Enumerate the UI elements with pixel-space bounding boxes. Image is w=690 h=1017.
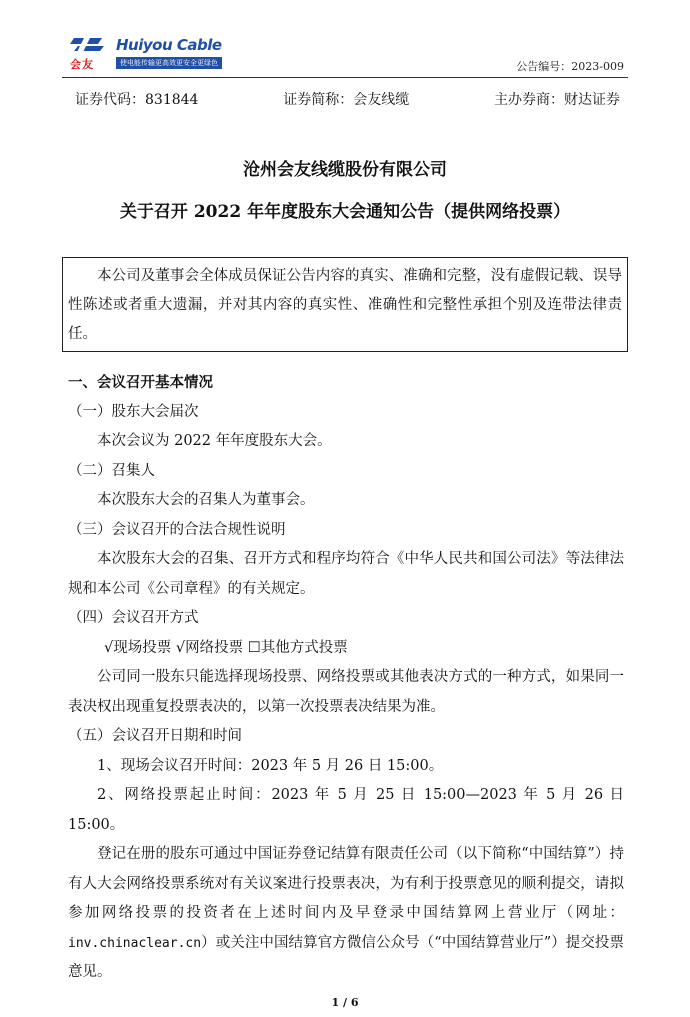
subsection-title: （五）会议召开日期和时间 <box>68 728 242 744</box>
website-link[interactable]: inv.chinaclear.cn <box>68 935 202 951</box>
paragraph: 本次股东大会的召集、召开方式和程序均符合《中华人民共和国公司法》等法律法规和本公司《公司章程》的有关规定。 <box>68 551 624 597</box>
sponsor-broker: 主办券商：财达证券 <box>493 92 620 108</box>
logo-english-text: Huiyou Cable <box>116 36 222 54</box>
online-voting-time: 2、网络投票起止时间：2023 年 5 月 25 日 15:00—2023 年 5 月 26 日 15:00。 <box>68 787 624 833</box>
document-body <box>68 368 624 988</box>
company-logo <box>68 36 228 70</box>
paragraph <box>68 840 624 988</box>
page-header <box>62 32 628 74</box>
onsite-meeting-time: 1、现场会议召开时间：2023 年 5 月 26 日 15:00。 <box>97 757 444 774</box>
logo-slogan: 使电能传输更高效更安全更绿色 <box>116 57 222 69</box>
disclaimer-text: 本公司及董事会全体成员保证公告内容的真实、准确和完整，没有虚假记载、误导性陈述或者重大遗漏，并对其内容的真实性、准确性和完整性承担个别及连带法律责任。 <box>68 268 622 342</box>
section-heading: 一、会议召开基本情况 <box>68 374 213 391</box>
disclaimer-box <box>62 257 628 352</box>
header-divider <box>62 77 628 78</box>
stock-info-bar <box>75 89 620 109</box>
announcement-number: 公告编号：2023-009 <box>516 60 624 73</box>
stock-code: 证券代码：831844 <box>75 92 199 108</box>
subsection-title: （一）股东大会届次 <box>68 403 199 420</box>
paragraph: 公司同一股东只能选择现场投票、网络投票或其他表决方式的一种方式，如果同一表决权出现重复投票表决的，以第一次投票表决结果为准。 <box>68 669 624 715</box>
subsection-title: （三）会议召开的合法合规性说明 <box>68 521 286 538</box>
company-title: 沧州会友线缆股份有限公司 <box>243 160 447 180</box>
subsection-title: （四）会议召开方式 <box>68 610 199 626</box>
logo-chinese-text: 会友 <box>70 58 94 71</box>
paragraph-text: ）或关注中国结算官方微信公众号（“中国结算营业厅”）提交投票意见。 <box>68 934 624 980</box>
paragraph-text: 登记在册的股东可通过中国证券登记结算有限责任公司（以下简称“中国结算”）持有人大会网络投票系统对有关议案进行投票表决，为有利于投票意见的顺利提交，请拟参加网络投票的投资者在上述时间内及早登录中国结算网上营业厅（网址： <box>68 846 624 921</box>
subsection-title: （二）召集人 <box>68 462 155 479</box>
paragraph: 本次股东大会的召集人为董事会。 <box>97 492 315 508</box>
stock-short-name: 证券简称：会友线缆 <box>283 92 410 108</box>
document-title: 关于召开 2022 年年度股东大会通知公告（提供网络投票） <box>119 202 571 222</box>
paragraph: 本次会议为 2022 年年度股东大会。 <box>97 433 332 449</box>
voting-method-options: √现场投票 √网络投票 ☐其他方式投票 <box>104 639 348 656</box>
page-number: 1 / 6 <box>331 996 359 1009</box>
